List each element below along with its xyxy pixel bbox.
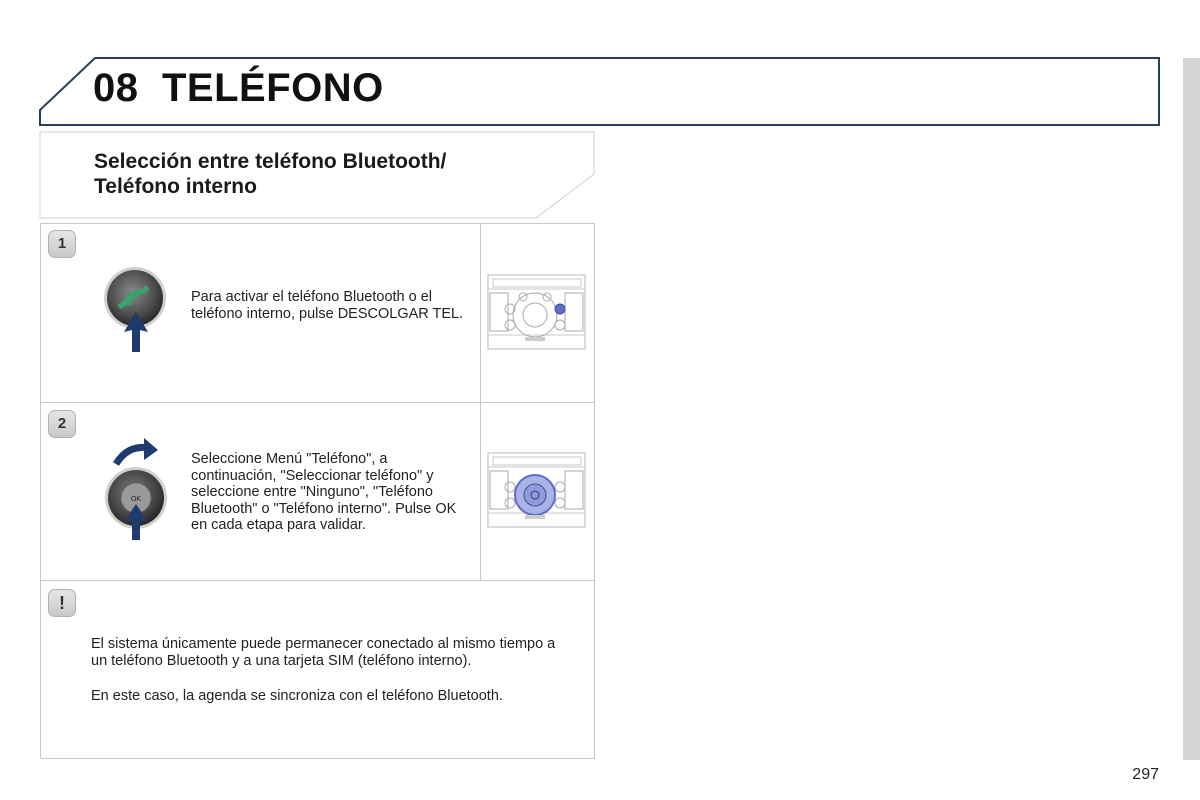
svg-text:OK: OK [130, 496, 142, 503]
page-number: 297 [1132, 766, 1159, 783]
note-paragraph-2: En este caso, la agenda se sincroniza con el teléfono Bluetooth. [91, 688, 503, 704]
section-title-line2: Teléfono interno [94, 175, 257, 198]
side-tab [1183, 58, 1200, 760]
step-1-text: Para activar el teléfono Bluetooth o el teléfono interno, pulse DESCOLGAR TEL. [191, 289, 464, 322]
step-1-badge: 1 [48, 230, 76, 258]
step-2-badge: 2 [48, 410, 76, 438]
rotary-ok-knob-icon [100, 436, 174, 544]
chapter-title: TELÉFONO [162, 66, 384, 110]
radio-panel-2-icon [487, 451, 587, 529]
section-title [94, 149, 446, 199]
note-paragraph-1: El sistema únicamente puede permanecer conectado al mismo tiempo a un teléfono Bluetooth y a una tarjeta SIM (teléfono interno). [91, 636, 556, 669]
step-2-text: Seleccione Menú "Teléfono", a continuación, "Seleccionar teléfono" y seleccione entre "Ninguno", "Teléfono Bluetooth" o "Teléfono interno". Pulse OK en cada etapa para validar. [191, 451, 457, 533]
phone-answer-icon [100, 262, 172, 356]
note-box [40, 580, 595, 759]
section-title-line1: Selección entre teléfono Bluetooth/ [94, 150, 447, 173]
radio-panel-1-icon [487, 273, 587, 351]
warning-badge-icon: ! [48, 589, 76, 617]
chapter-number: 08 [93, 66, 139, 110]
